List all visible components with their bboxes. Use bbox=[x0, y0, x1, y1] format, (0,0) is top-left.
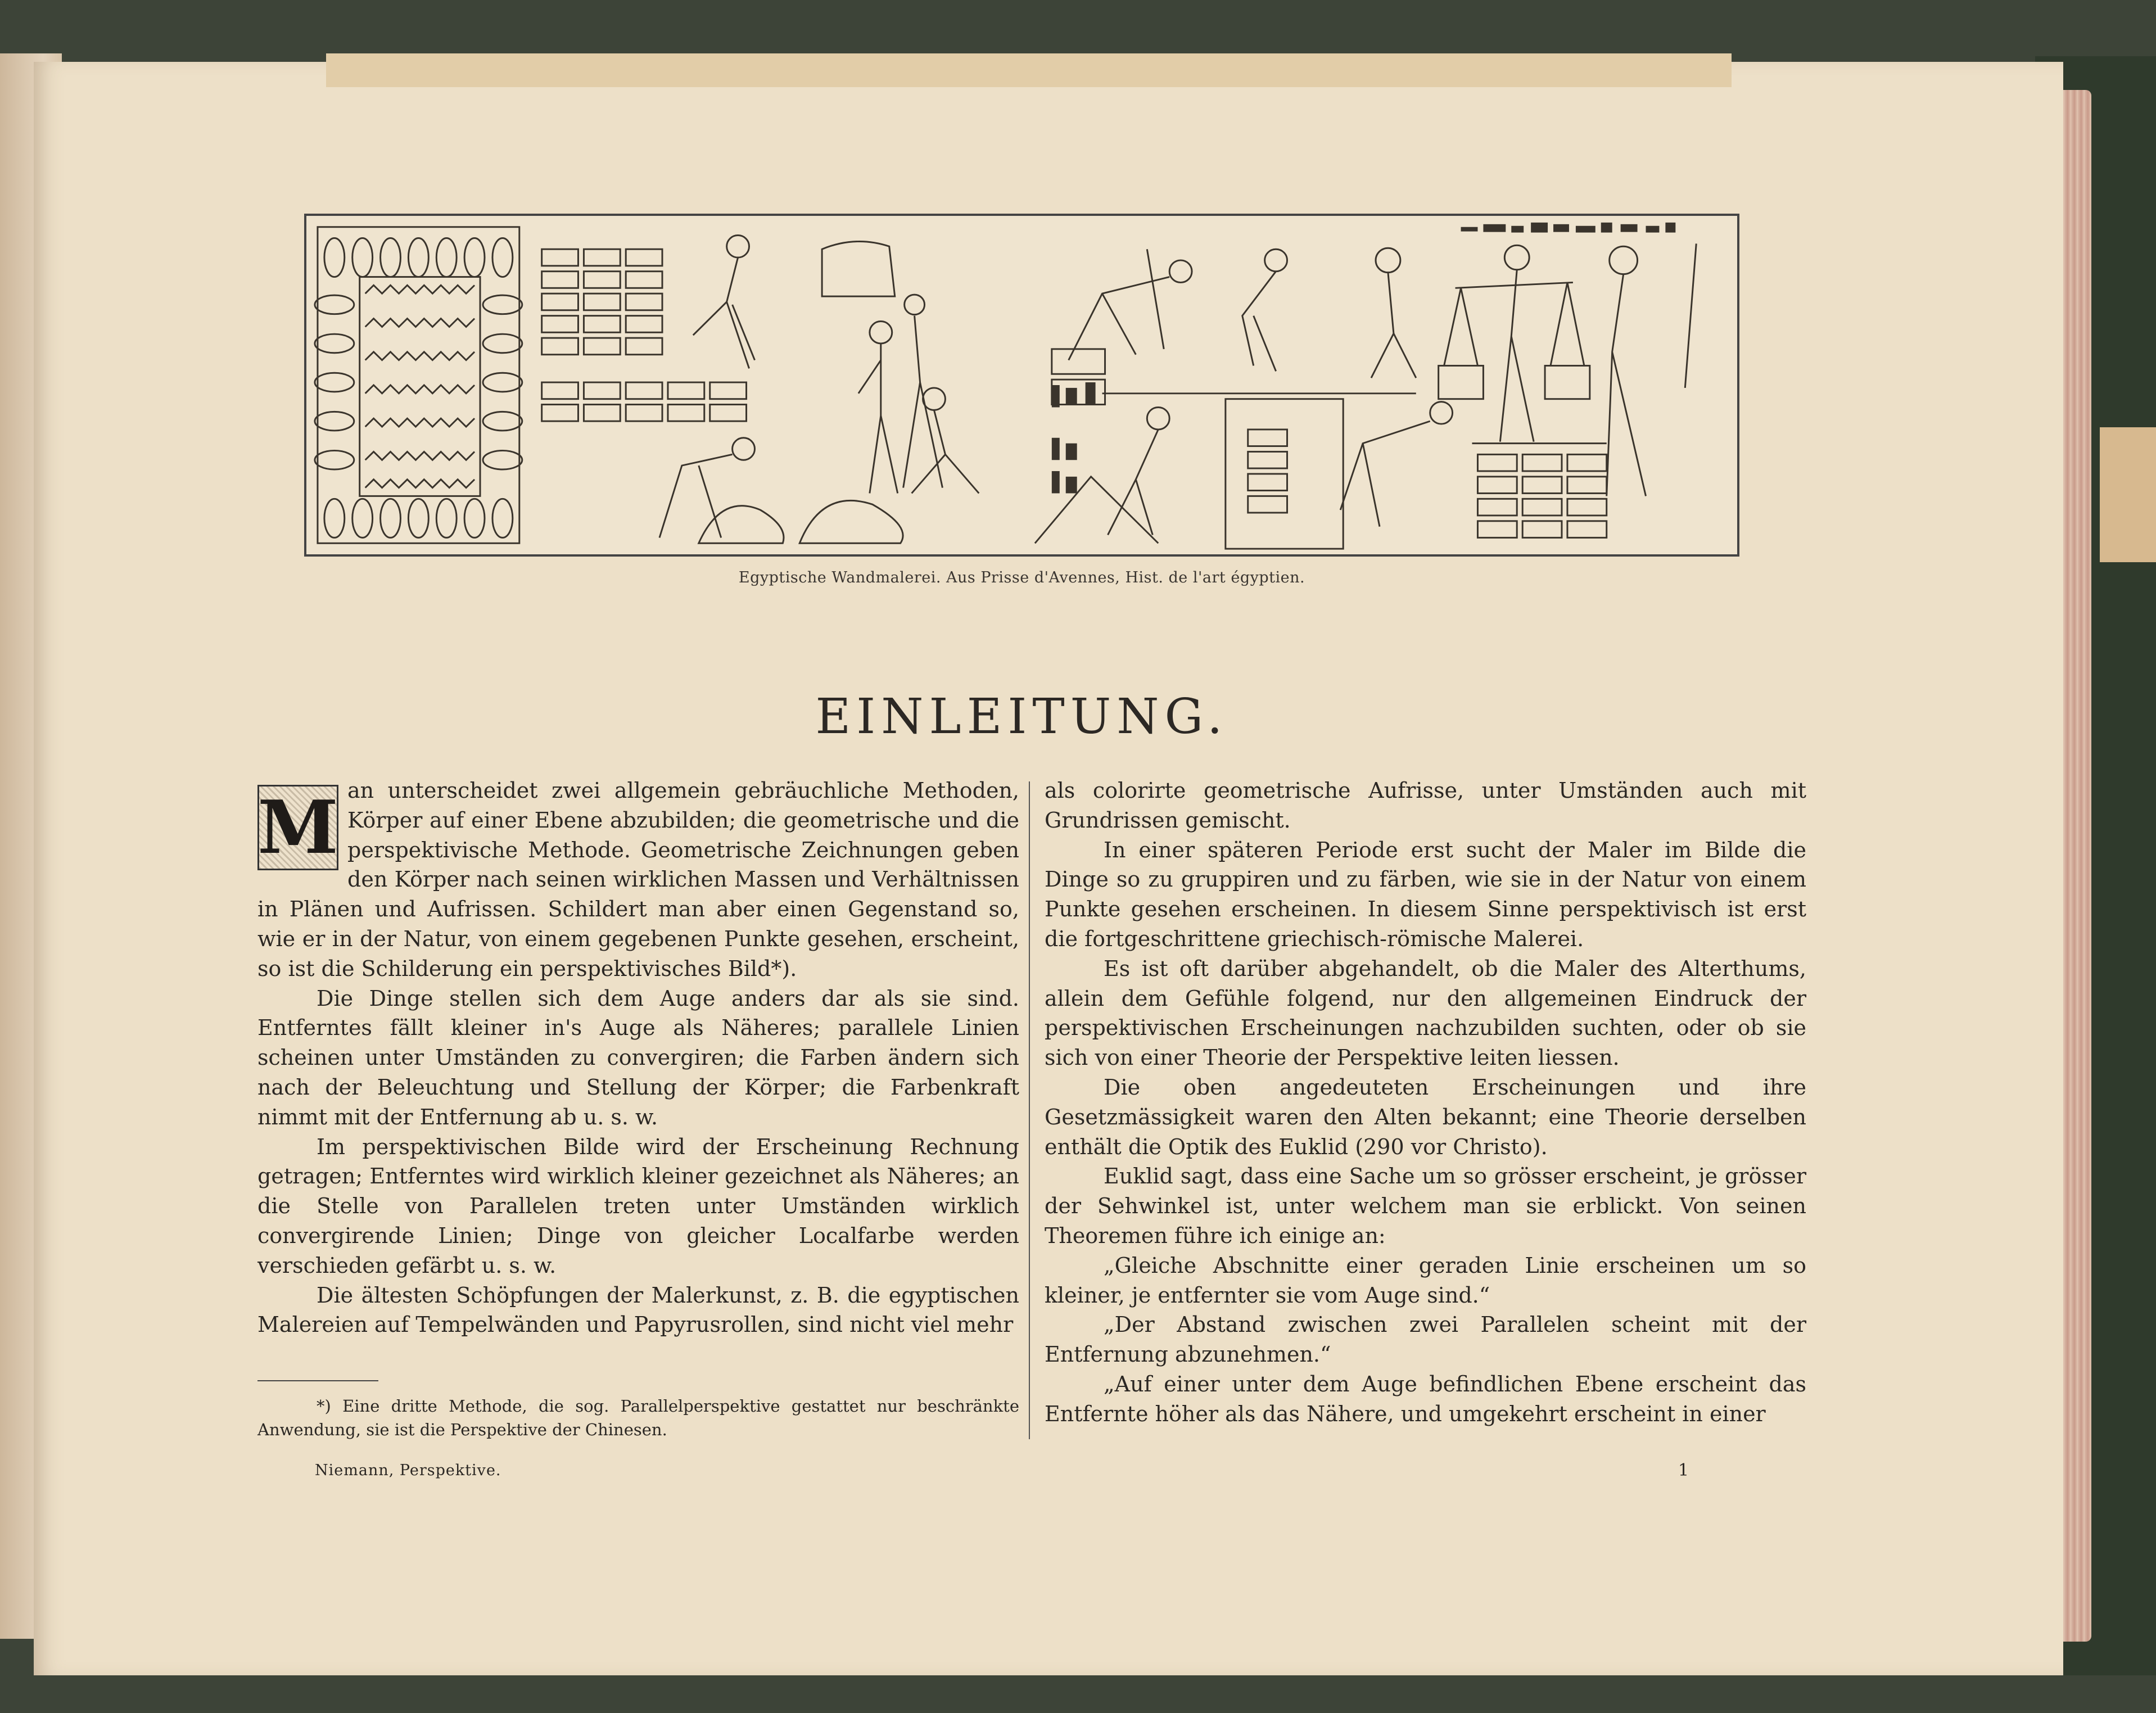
paragraph-7: Es ist oft darüber abgehandelt, ob die Maler des Alterthums, allein dem Gefühle folgend, nur den allgemeinen Eindruck der perspektivischen Erscheinungen nachzubilden suchten, oder ob sie sich von einer Theorie der Perspektive leiten liessen. bbox=[1045, 956, 1806, 1070]
paragraph-1-text: an unterscheidet zwei allgemein gebräuchliche Methoden, Körper auf einer Ebene abzubilden; die geometrische und die perspektivische Methode. Geometrische Zeichnungen geben den Körper nach seinen wirklichen Massen und Verhältnissen in Plänen und Aufrissen. Schildert man aber einen Gegenstand so, wie er in der Natur, von einem gegebenen Punkte gesehen, erscheint, so ist die Schilderung ein perspektivisches Bild*). bbox=[257, 778, 1019, 981]
boulder-2 bbox=[799, 500, 903, 543]
leaf-column-left bbox=[315, 295, 354, 469]
dropcap-letter: M bbox=[257, 784, 338, 870]
egyptian-wall-painting-figure bbox=[304, 214, 1739, 557]
yoke-pole bbox=[1456, 282, 1573, 288]
leaf-row-top bbox=[324, 238, 513, 277]
paragraph-9: Euklid sagt, dass eine Sache um so grösser erscheint, je grösser der Sehwinkel ist, unter welchem man sie erblickt. Von seinen Theoremen führe ich einige an: bbox=[1045, 1164, 1806, 1248]
brick-stack-left bbox=[542, 249, 747, 421]
column-divider bbox=[1029, 781, 1030, 1439]
right-text-column bbox=[1045, 776, 1806, 1429]
paragraph-8: Die oben angedeuteten Erscheinungen und ihre Gesetzmässigkeit waren den Alten bekannt; eine Theorie derselben enthält die Optik des Euklid (290 vor Christo). bbox=[1045, 1074, 1806, 1159]
page-top-strip bbox=[326, 53, 1732, 87]
leaf-column-right bbox=[483, 295, 522, 469]
worker-figures bbox=[659, 236, 1696, 538]
quote-3: „Auf einer unter dem Auge befindlichen Ebene erscheint das Entfernte höher als das Nähere, und umgekehrt erscheint in einer bbox=[1045, 1371, 1806, 1426]
footnote: *) Eine dritte Methode, die sog. Parallelperspektive gestattet nur beschränkte Anwendung, sie ist die Perspektive der Chinesen. bbox=[257, 1396, 1019, 1439]
paragraph-1 bbox=[257, 776, 1019, 984]
wall-painting-illustration bbox=[306, 216, 1737, 554]
basket-shape bbox=[822, 242, 895, 297]
paragraph-5: als colorirte geometrische Aufrisse, unter Umständen auch mit Grundrissen gemischt. bbox=[1045, 778, 1806, 833]
paragraph-3: Im perspektivischen Bilde wird der Erscheinung Rechnung getragen; Entferntes wird wirklich kleiner gezeichnet als Näheres; an die Stelle von Parallelen treten unter Umständen wirklich convergirende Linien; Dinge von gleicher Localfarbe werden verschieden gefärbt u. s. w. bbox=[257, 1134, 1019, 1278]
page-number: 1 bbox=[1678, 1461, 1689, 1480]
pool-rect bbox=[360, 277, 480, 496]
boulder-1 bbox=[699, 506, 784, 544]
leaf-row-bottom bbox=[324, 499, 513, 537]
quote-2: „Der Abstand zwischen zwei Parallelen scheint mit der Entfernung abzunehmen.“ bbox=[1045, 1312, 1806, 1367]
signature-mark: Niemann, Perspektive. bbox=[315, 1462, 501, 1479]
footnote-rule bbox=[257, 1380, 378, 1381]
quote-1: „Gleiche Abschnitte einer geraden Linie erscheinen um so kleiner, je entfernter sie vom Auge sind.“ bbox=[1045, 1253, 1806, 1308]
paragraph-6: In einer späteren Periode erst sucht der Maler im Bilde die Dinge so zu gruppiren und zu färben, wie sie in der Natur von einem Punkte gesehen erscheinen. In diesem Sinne perspektivisch ist erst die fortgeschrittene griechisch-römische Malerei. bbox=[1045, 837, 1806, 951]
chapter-title: EINLEITUNG. bbox=[815, 689, 1228, 745]
paragraph-4: Die ältesten Schöpfungen der Malerkunst, z. B. die egyptischen Malereien auf Tempelwänden und Papyrusrollen, sind nicht viel mehr bbox=[257, 1282, 1019, 1337]
bookmark-tab bbox=[2100, 427, 2156, 562]
paragraph-2: Die Dinge stellen sich dem Auge anders dar als sie sind. Entferntes fällt kleiner in's Auge als Näheres; parallele Linien scheinen unter Umständen zu convergiren; die Farben ändern sich nach der Beleuchtung und Stellung der Körper; die Farbenkraft nimmt mit der Entfernung ab u. s. w. bbox=[257, 986, 1019, 1129]
figure-caption: Egyptische Wandmalerei. Aus Prisse d'Avennes, Hist. de l'art égyptien. bbox=[738, 569, 1305, 586]
left-text-column bbox=[257, 776, 1019, 1340]
